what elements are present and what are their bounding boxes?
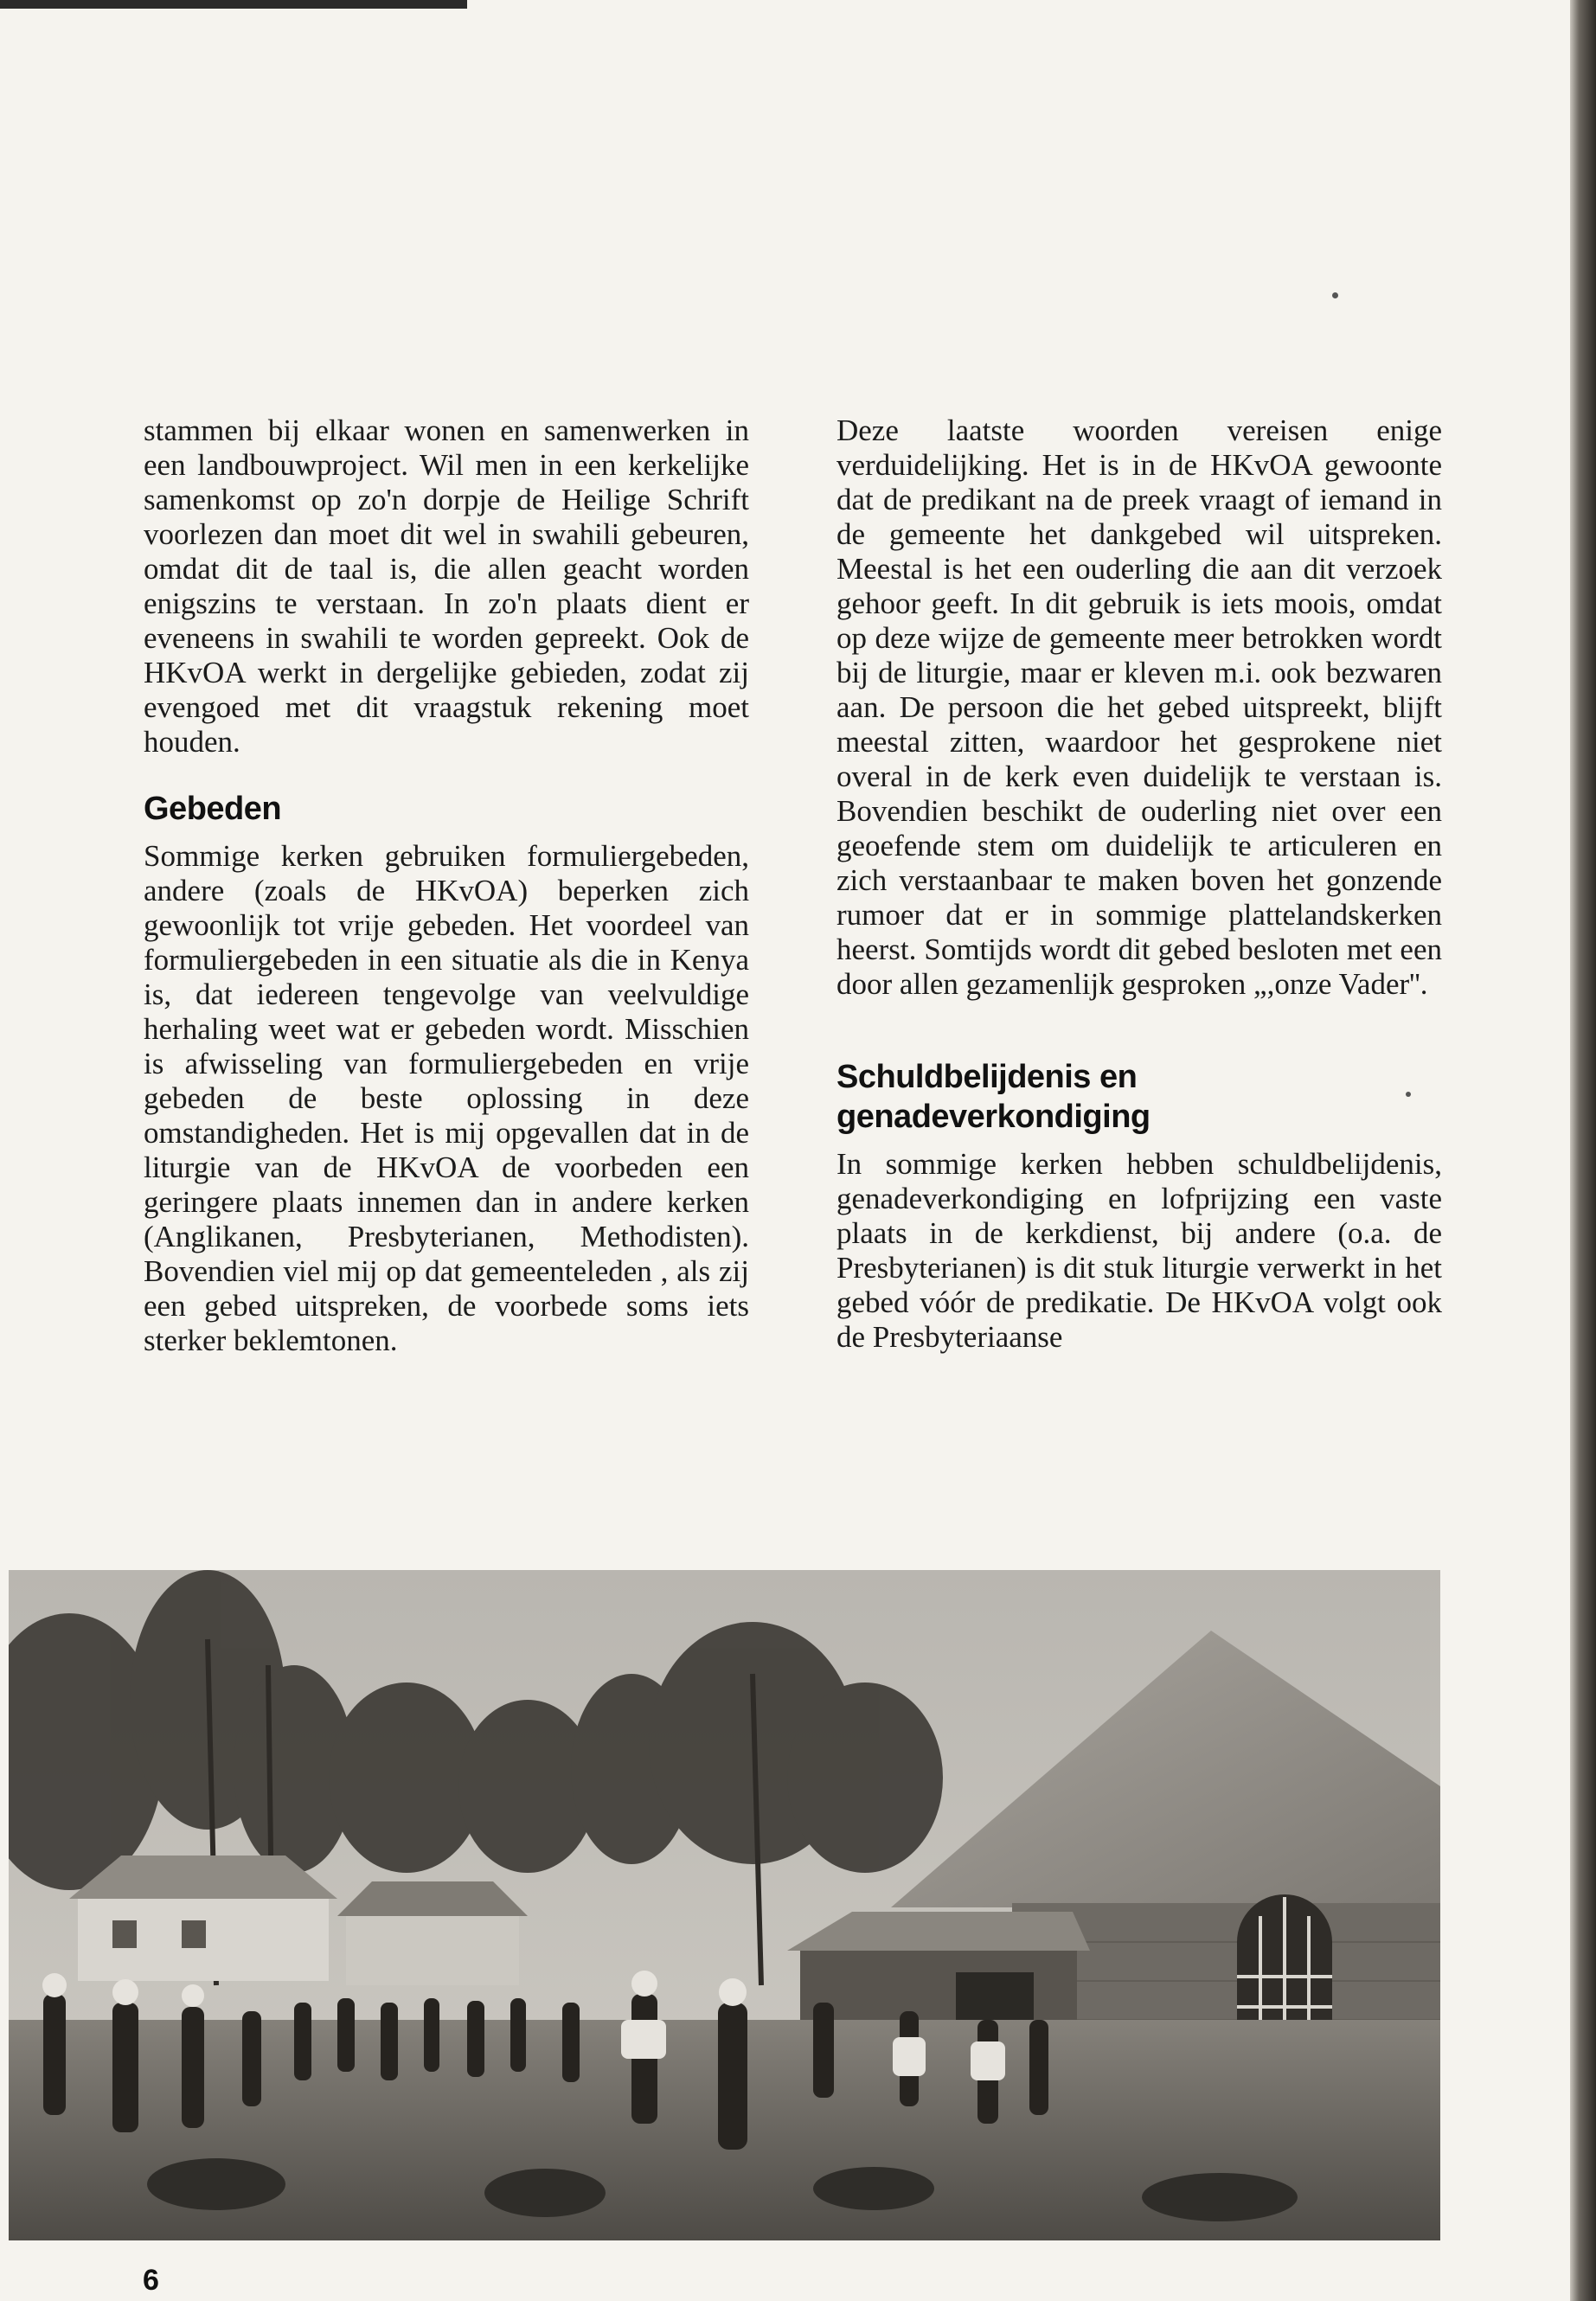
left-text-column <box>144 413 749 1358</box>
church-photo-illustration <box>9 1570 1440 2240</box>
page-number: 6 <box>143 2264 159 2297</box>
scan-speck <box>1332 292 1338 298</box>
section-heading-schuldbelijdenis <box>836 1057 1442 1137</box>
right-paragraph-1: Deze laatste woorden vereisen enige verduidelijking. Het is in de HKvOA gewoonte dat de predikant na de preek vraagt of iemand in de gemeente het dankgebed wil uitspreken. Meestal is het een ouderling die aan dit verzoek gehoor geeft. In dit gebruik is iets moois, omdat op deze wijze de gemeente meer betrokken wordt bij de liturgie, maar er kleven m.i. ook bezwaren aan. De persoon die het gebed uitspreekt, blijft meestal zitten, waardoor het gesprokene niet overal in de kerk even duidelijk te verstaan is. Bovendien beschikt de ouderling niet over een geoefende stem om duidelijk te articuleren en zich verstaanbaar te maken boven het gonzende rumoer dat er in sommige plattelandskerken heerst. Somtijds wordt dit gebed besloten met een door allen gezamenlijk gesproken „,onze Vader''. <box>836 413 1442 1001</box>
heading-line-1: Schuldbelijdenis en <box>836 1059 1138 1095</box>
right-paragraph-2: In sommige kerken hebben schuldbelijdenis, genadeverkondiging en lofprijzing een vaste plaats in de kerkdienst, bij andere (o.a. de Presbyterianen) is dit stuk liturgie verwerkt in het gebed vóór de predikatie. De HKvOA volgt ook de Presbyteriaanse <box>836 1147 1442 1354</box>
left-paragraph-2: Sommige kerken gebruiken formuliergebeden, andere (zoals de HKvOA) beperken zich gewoonlijk tot vrije gebeden. Het voordeel van formuliergebeden in een situatie als die in Kenya is, dat iedereen tengevolge van veelvuldige herhaling weet wat er gebeden wordt. Misschien is afwisseling van formuliergebeden en vrije gebeden de beste oplossing in deze omstandigheden. Het is mij opgevallen dat in de liturgie van de HKvOA de voorbeden een geringere plaats innemen dan in andere kerken (Anglikanen, Presbyterianen, Methodisten). Bovendien viel mij op dat gemeenteleden , als zij een gebed uitspreken, de voorbede soms iets sterker beklemtonen. <box>144 839 749 1357</box>
church-photo <box>9 1570 1440 2240</box>
page-binding-edge <box>1570 0 1596 2301</box>
section-heading-gebeden: Gebeden <box>144 791 282 827</box>
heading-line-2: genadeverkondiging <box>836 1099 1151 1135</box>
top-rule <box>0 0 467 9</box>
left-paragraph-1: stammen bij elkaar wonen en samenwerken in een landbouwproject. Wil men in een kerkelijke samenkomst op zo'n dorpje de Heilige Schrift voorlezen dan moet dit wel in swahili gebeuren, omdat dit de taal is, die allen geacht worden enigszins te verstaan. In zo'n plaats dient er eveneens in swahili te worden gepreekt. Ook de HKvOA werkt in dergelijke gebieden, zodat zij evengoed met dit vraagstuk rekening moet houden. <box>144 413 749 759</box>
right-text-column <box>836 413 1442 1355</box>
